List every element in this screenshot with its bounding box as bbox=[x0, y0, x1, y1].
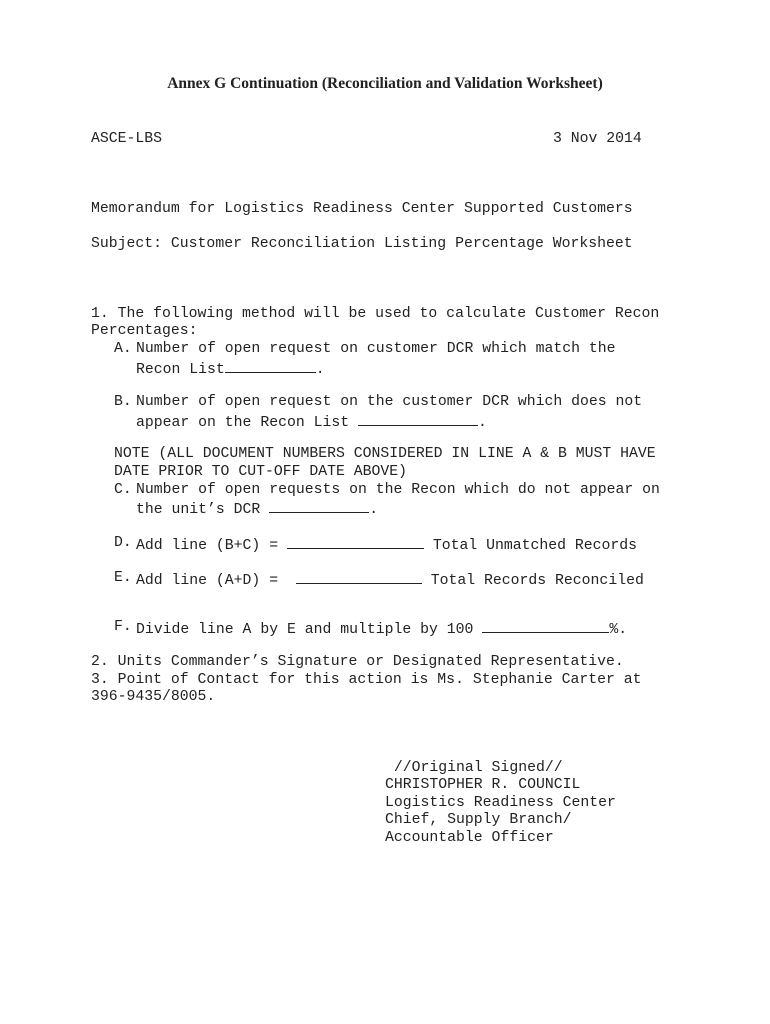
document-title: Annex G Continuation (Reconciliation and Validation Worksheet) bbox=[167, 75, 603, 92]
memo-line: Memorandum for Logistics Readiness Center Supported Customers bbox=[91, 201, 633, 217]
para1-line2: Percentages: bbox=[91, 323, 198, 339]
signature-role: Accountable Officer bbox=[385, 830, 554, 846]
para3-line2: 396-9435/8005. bbox=[91, 689, 216, 705]
item-a-label: A. bbox=[114, 341, 132, 357]
item-e-line bbox=[136, 570, 644, 591]
signature-title: Chief, Supply Branch/ bbox=[385, 812, 572, 828]
item-d-suffix: Total Unmatched Records bbox=[423, 538, 638, 554]
document-date: 3 Nov 2014 bbox=[553, 131, 642, 147]
item-e-suffix: Total Records Reconciled bbox=[421, 573, 644, 589]
item-d-text: Add line (B+C) = bbox=[136, 538, 287, 554]
item-e-text: Add line (A+D) = bbox=[136, 573, 296, 589]
item-b-label: B. bbox=[114, 394, 132, 410]
item-f-label: F. bbox=[114, 619, 132, 635]
item-c-line1: Number of open requests on the Recon which do not appear on bbox=[136, 482, 660, 498]
signature-line1: //Original Signed// bbox=[385, 760, 563, 776]
item-d-blank[interactable] bbox=[287, 535, 424, 549]
item-c-text: the unit’s DCR bbox=[136, 502, 270, 518]
office-symbol: ASCE-LBS bbox=[91, 131, 163, 147]
item-d-label: D. bbox=[114, 535, 132, 551]
item-a-line1: Number of open request on customer DCR which match the bbox=[136, 341, 616, 357]
item-b-blank[interactable] bbox=[358, 412, 478, 426]
item-e-label: E. bbox=[114, 570, 132, 586]
item-b-text: appear on the Recon List bbox=[136, 415, 358, 431]
item-a-text: Recon List bbox=[136, 362, 225, 378]
para2: 2. Units Commander’s Signature or Designated Representative. bbox=[91, 654, 624, 670]
item-d-line bbox=[136, 535, 637, 556]
para1-line1: 1. The following method will be used to calculate Customer Recon bbox=[91, 306, 660, 322]
item-c-line2 bbox=[136, 499, 378, 520]
signature-name: CHRISTOPHER R. COUNCIL bbox=[385, 777, 581, 793]
item-e-blank[interactable] bbox=[296, 570, 422, 584]
item-c-label: C. bbox=[114, 482, 132, 498]
signature-org: Logistics Readiness Center bbox=[385, 795, 616, 811]
item-b-end: . bbox=[478, 415, 487, 431]
item-c-end: . bbox=[369, 502, 379, 518]
item-f-blank[interactable] bbox=[482, 619, 609, 633]
item-b-line2 bbox=[136, 412, 487, 433]
item-f-line bbox=[136, 619, 627, 640]
subject-line: Subject: Customer Reconciliation Listing Percentage Worksheet bbox=[91, 236, 633, 252]
item-c-blank[interactable] bbox=[269, 499, 369, 513]
item-f-suffix: %. bbox=[609, 622, 628, 638]
note-line1: NOTE (ALL DOCUMENT NUMBERS CONSIDERED IN LINE A & B MUST HAVE bbox=[114, 446, 656, 462]
item-f-text: Divide line A by E and multiple by 100 bbox=[136, 622, 483, 638]
note-line2: DATE PRIOR TO CUT-OFF DATE ABOVE) bbox=[114, 464, 408, 480]
item-a-line2 bbox=[136, 359, 325, 380]
para3-line1: 3. Point of Contact for this action is Ms. Stephanie Carter at bbox=[91, 672, 642, 688]
item-a-end: . bbox=[315, 362, 325, 378]
item-b-line1: Number of open request on the customer DCR which does not bbox=[136, 394, 643, 410]
item-a-blank[interactable] bbox=[225, 359, 316, 373]
